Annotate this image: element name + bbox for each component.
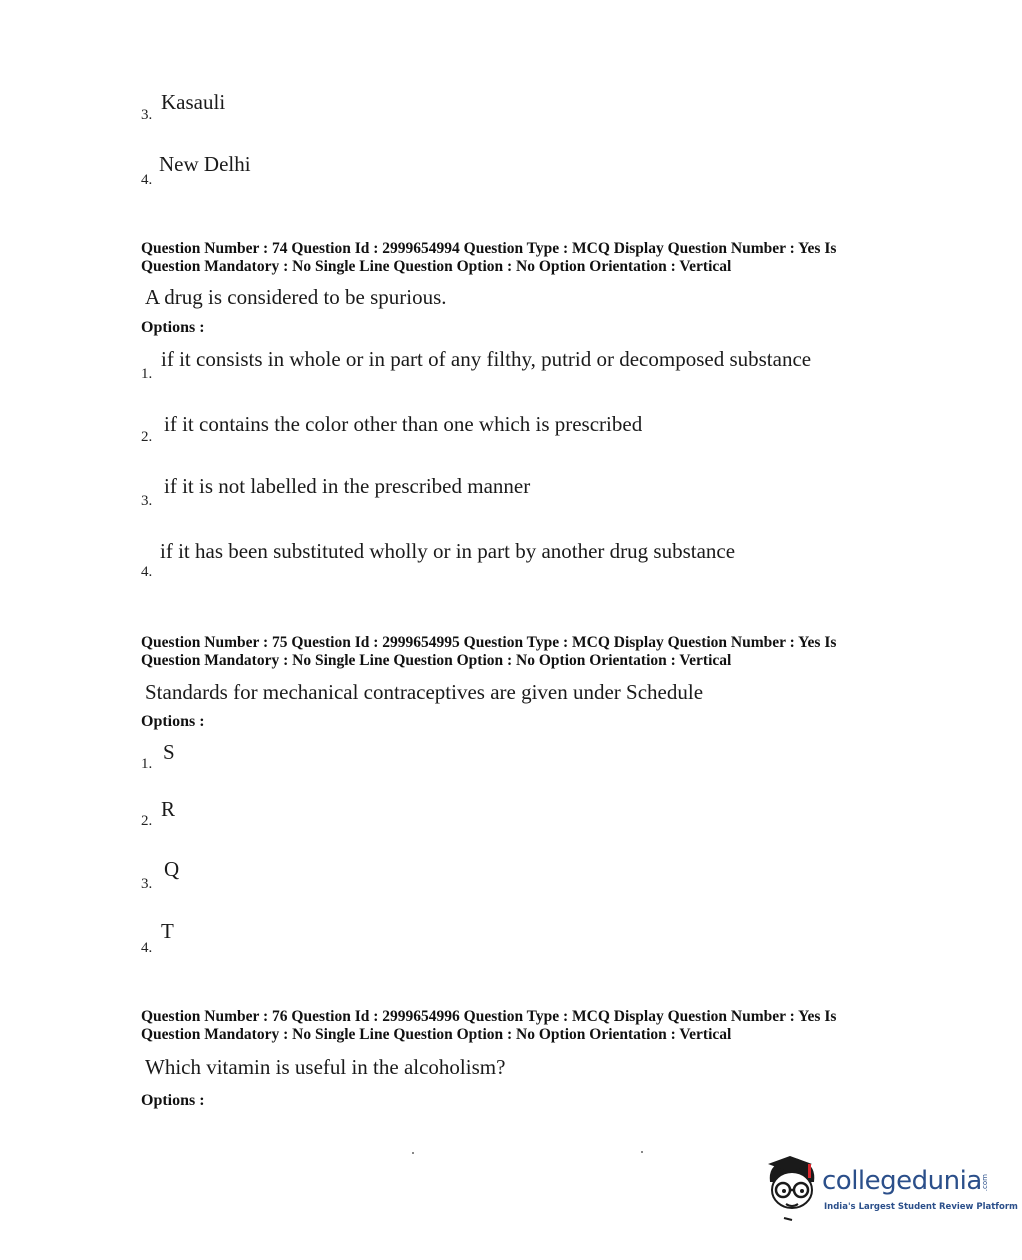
option-text: New Delhi	[159, 152, 251, 176]
option-number: 4.	[141, 564, 153, 580]
option-number: 3.	[141, 493, 153, 509]
option-text: if it contains the color other than one which is prescribed	[164, 412, 643, 436]
option-number: 4.	[141, 940, 153, 956]
option-number: 3.	[141, 107, 153, 123]
scan-speck	[412, 1152, 414, 1154]
scan-speck	[641, 1151, 643, 1153]
option-text: if it is not labelled in the prescribed manner	[164, 474, 531, 498]
option-text: R	[161, 797, 176, 821]
question-text: A drug is considered to be spurious.	[145, 285, 447, 309]
question-meta-line-2: Question Mandatory : No Single Line Question Option : No Option Orientation : Vertical	[141, 652, 732, 669]
option-text: Q	[164, 857, 180, 881]
option-text: if it consists in whole or in part of any filthy, putrid or decomposed substance	[161, 347, 812, 371]
option-text: if it has been substituted wholly or in part by another drug substance	[160, 539, 736, 563]
option-number: 2.	[141, 429, 153, 445]
question-text: Standards for mechanical contraceptives are given under Schedule	[145, 680, 704, 704]
option-number: 3.	[141, 876, 153, 892]
option-number: 2.	[141, 813, 153, 829]
options-label: Options :	[141, 1092, 205, 1109]
logo-tagline: India's Largest Student Review Platform	[824, 1202, 1018, 1212]
option-text: S	[163, 740, 175, 764]
logo-suffix: .com	[981, 1174, 989, 1192]
question-text: Which vitamin is useful in the alcoholism?	[145, 1055, 506, 1079]
question-meta-line-1: Question Number : 75 Question Id : 2999654995 Question Type : MCQ Display Question Number : Yes Is	[141, 634, 837, 651]
mascot-icon	[762, 1152, 822, 1224]
option-text: T	[161, 919, 174, 943]
question-meta-line-2: Question Mandatory : No Single Line Question Option : No Option Orientation : Vertical	[141, 258, 732, 275]
question-meta-line-2: Question Mandatory : No Single Line Question Option : No Option Orientation : Vertical	[141, 1026, 732, 1043]
question-meta-line-1: Question Number : 74 Question Id : 2999654994 Question Type : MCQ Display Question Number : Yes Is	[141, 240, 837, 257]
option-text: Kasauli	[161, 90, 226, 114]
option-number: 1.	[141, 366, 153, 382]
question-meta-line-1: Question Number : 76 Question Id : 2999654996 Question Type : MCQ Display Question Number : Yes Is	[141, 1008, 837, 1025]
options-label: Options :	[141, 713, 205, 730]
collegedunia-logo	[762, 1152, 1018, 1227]
options-label: Options :	[141, 319, 205, 336]
option-number: 4.	[141, 172, 153, 188]
option-number: 1.	[141, 756, 153, 772]
logo-wordmark: collegedunia	[822, 1166, 982, 1196]
